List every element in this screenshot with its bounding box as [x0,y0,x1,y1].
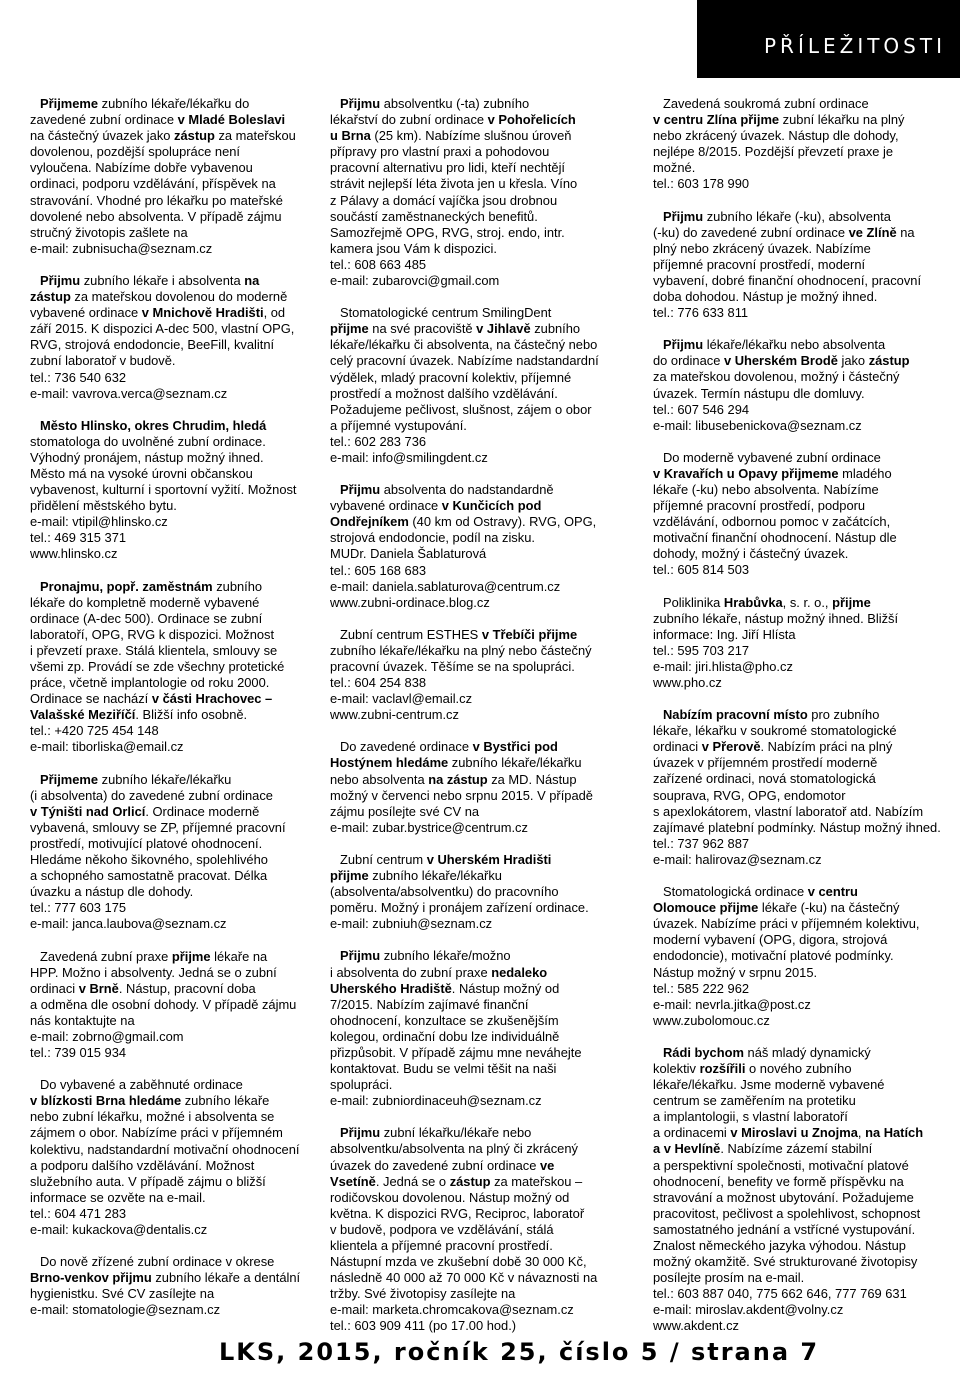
ad-line: posílejte prosím na e-mail. [653,1270,805,1286]
ad-line: rodičovskou dovolenou. Nástup možný od [330,1189,570,1205]
ad-line: moderní vybavení (OPG, digora, strojová [653,932,888,948]
ad-line: tel.: 604 254 838 [330,675,427,691]
classified-ad [330,948,625,1109]
ad-line: a schopného samostatně pracovat. Délka [30,868,268,884]
ad-line: lékaře/lékařku či absolventa, na částečný nebo [330,337,598,353]
ad-line: ordinaci v Přerově. Nabízím práci na plný [653,739,893,755]
ad-line: kolegou, ordinační dobu lze individuálně [330,1028,560,1044]
ad-line: tel.: 777 603 175 [30,900,127,916]
ad-line: Uherského Hradiště. Nástup možný od [330,980,560,996]
ad-line: lékaře, lékařku v soukromé stomatologické [653,723,897,739]
ad-line: www.zubni-centrum.cz [330,707,459,723]
ad-line: i převzetí praxe. Stálá klientela, smlouvy se [30,642,278,658]
page-footer: LKS, 2015, ročník 25, číslo 5 / strana 7 [219,1338,820,1366]
ad-line: přidělení městského bytu. [30,498,177,514]
ad-line: příjemné pracovní prostředí, moderní [653,256,866,272]
ad-line: (i absolventa) do zavedené zubní ordinace [30,787,273,803]
ad-line: Ordinace se nachází v části Hrachovec – [30,691,273,707]
ad-line: a ordinacemi v Miroslavi u Znojma, na Hatích [653,1125,924,1141]
ad-line: tel.: 605 168 683 [330,562,427,578]
ad-line: tel.: 607 546 294 [653,401,750,417]
ad-line: stručný životopis zašlete na [30,224,188,240]
ad-line: Požadujeme pečlivost, slušnost, zájem o obor [330,401,592,417]
ad-line: ohodnocení, benefity ve formě příspěvku na [653,1173,904,1189]
ad-line: Výhodný pronájem, nástup možný ihned. [30,449,264,465]
classified-ad [30,772,325,933]
ad-line: nebo absolventa na zástup za MD. Nástup [330,771,577,787]
ad-line: Přijmu absolventa do nadstandardně [340,482,554,498]
ad-line: lékařství do zubní ordinace v Pohořelicích [330,112,576,128]
classified-ad [30,96,325,257]
ad-line: strojová endodoncie, podíl na zisku. [330,530,535,546]
ad-line: Stomatologické centrum SmilingDent [340,305,552,321]
ad-line: ohodnocení, konzultace se zkušenějším [330,1012,559,1028]
ad-line: www.hlinsko.cz [30,546,118,562]
ad-line: spolupráci. [330,1077,393,1093]
ad-line: www.zubolomouc.cz [653,1012,770,1028]
ad-line: tel.: 605 814 503 [653,562,750,578]
ad-line: zubní laboratoř v budově. [30,353,176,369]
ad-line: a odměna dle osobní dohody. V případě zájmu [30,996,297,1012]
ad-line: zájmu posílejte své CV na [330,803,480,819]
ad-line: tel.: 776 633 811 [653,305,749,321]
ad-line: s apexlokátorem, vlastní laboratoř atd. Nabízím [653,803,924,819]
classified-ad [330,96,625,289]
ad-line: e-mail: info@smilingdent.cz [330,449,488,465]
ad-line: klientela a příjemné pracovní prostředí. [330,1238,553,1253]
ad-line: samostatného jednání a vstřícné vystupování. [653,1221,916,1237]
ad-line: zástup za mateřskou dovolenou do moderně [30,289,288,305]
ad-line: Rádi bychom náš mladý dynamický [663,1044,871,1060]
ad-line: zavedené zubní ordinace v Mladé Boleslavi [30,112,286,128]
classified-ad [30,949,325,1062]
ad-line: Nástupní mzda ve zkušební době 30 000 Kč, [330,1254,587,1270]
ad-line: příjemné pracovní prostředí, podporu [653,498,866,514]
ad-line: souprava, RVG, OPG, endomotor [653,787,846,803]
ad-line: e-mail: marketa.chromcakova@seznam.cz [330,1302,574,1318]
ad-line: e-mail: zubar.bystrice@centrum.cz [330,819,528,835]
ad-line: (-ku) do zavedené zubní ordinace ve Zlíně na [653,224,915,240]
ad-line: e-mail: kukackova@dentalis.cz [30,1222,208,1237]
ad-line: vybavení, dobré finanční ohodnocení, pracovní [653,272,922,288]
ad-line: úvazek do zavedené zubní ordinace ve [330,1157,555,1173]
ad-line: e-mail: vaclavl@email.cz [330,691,473,707]
ad-line: vyloučena. Nabízíme dobře vybavenou [30,160,253,176]
ad-line: informace se ozvěte na e-mail. [30,1189,206,1205]
ad-line: výdělek, mladý pracovní kolektiv, příjemné [330,369,572,385]
ad-line: Olomouce přijme lékaře (-ku) na částečný [653,900,900,916]
ad-line: dovolenou, pozdější spolupráce není [30,144,240,160]
ad-line: e-mail: janca.laubova@seznam.cz [30,916,227,932]
section-header [697,0,960,78]
classified-ad [653,209,953,322]
classified-ad [30,1254,325,1318]
ad-line: Do moderně vybavené zubní ordinace [663,449,881,465]
ad-line: možné. [653,160,696,176]
ad-line: dovolené nebo absolventa. V případě zájmu [30,208,282,224]
ad-line: e-mail: halirovaz@seznam.cz [653,851,822,867]
ad-line: www.zubni-ordinace.blog.cz [330,594,490,610]
ad-line: tel.: 602 283 736 [330,433,427,449]
ad-line: následně 40 000 až 70 000 Kč v návaznosti na [330,1270,598,1286]
ad-line: Brno-venkov přijmu zubního lékaře a dentální [30,1270,301,1286]
ad-line: přijme na své pracoviště v Jihlavě zubního [330,321,581,337]
ad-line: MUDr. Daniela Šablaturová [330,546,487,562]
ad-line: Do zavedené ordinace v Bystřici pod [340,739,558,755]
section-title: PŘÍLEŽITOSTI [763,34,946,58]
classified-ad [653,96,953,193]
ad-line: Valašské Meziříčí. Bližší info osobně. [30,707,248,723]
ad-line: hygienistku. Své CV zasílejte na [30,1286,215,1302]
ad-line: v Týništi nad Orlicí. Ordinace moderně [30,803,260,819]
ad-line: pracovitost, pečlivost a spolehlivost, schopnost [653,1205,921,1221]
ad-line: Přijmeme zubního lékaře/lékařku do [40,96,250,111]
ad-line: tel.: +420 725 454 148 [30,723,159,739]
ad-line: možný v červenci nebo srpnu 2015. V případě [330,787,593,803]
ad-line: a podporu dalšího vzdělávání. Možnost [30,1157,255,1173]
ad-line: e-mail: zubarovci@gmail.com [330,273,500,289]
classified-ad [653,450,953,579]
ad-line: e-mail: nevrla.jitka@post.cz [653,996,811,1012]
ad-line: a v Hevlíně. Nabízíme zázemí stabilní [653,1141,873,1157]
ad-line: Přijmu zubního lékaře/možno [340,948,511,964]
ad-line: 7/2015. Nabízím zajímavé finanční [330,996,529,1012]
ad-line: Přijmeme zubního lékaře/lékařku [40,771,232,787]
ad-line: centrum se zaměřením na protetiku [653,1093,856,1109]
ad-line: Nástup možný v srpnu 2015. [653,964,818,980]
ad-line: zubního lékaře/lékařku na plný nebo částečný [330,642,592,658]
ad-line: Nabízím pracovní místo pro zubního [663,707,880,723]
ad-line: května. K dispozici RVG, Reciproc, laboratoř [330,1205,585,1221]
ad-line: e-mail: zubnisucha@seznam.cz [30,240,213,256]
classified-ad [653,707,953,868]
ad-line: absolventku/absolventa na plný či zkrácený [330,1141,578,1157]
ad-line: prostředí a možnost dalšího vzdělávání. [330,385,558,401]
ad-line: Přijmu zubního lékaře (-ku), absolventa [663,208,891,224]
ad-line: tel.: 608 663 485 [330,256,427,272]
ad-line: září 2015. K dispozici A-dec 500, vlastní OPG, [30,321,295,337]
ad-line: na částečný úvazek jako zástup za mateřskou [30,128,296,144]
ad-line: motivační finanční ohodnocení. Nástup dle [653,530,897,546]
ad-line: pracovní alternativu pro lidi, kteří nechtějí [330,160,566,176]
ad-line: úvazek. Nabízíme práci v příjemném kolektivu, [653,916,920,932]
classified-ad [653,1045,953,1335]
ad-line: HPP. Možno i absolventy. Jedná se o zubní [30,964,277,980]
ad-line: Zubní centrum v Uherském Hradišti [340,851,552,867]
ad-line: práce, včetně implantologie od roku 2000. [30,675,270,691]
ad-line: úvazek. Termín nástupu dle domluvy. [653,385,865,401]
classified-ad [330,482,625,611]
ad-line: RVG, strojová endodoncie, BeeFill, kvalitní [30,337,275,353]
ad-line: zubního lékaře, nástup možný ihned. Bližší [653,610,899,626]
ad-line: Zavedená zubní praxe přijme lékaře na [40,948,268,964]
ad-line: lékaře do kompletně moderně vybavené [30,594,260,610]
ad-line: Do nově zřízené zubní ordinace v okrese [40,1254,275,1270]
ad-line: součástí zaměstnaneckých benefitů. [330,208,538,224]
ad-line: tel.: 603 178 990 [653,176,750,192]
ad-line: Znalost německého jazyka výhodou. Nástup [653,1238,906,1253]
ad-line: e-mail: zobrno@gmail.com [30,1028,184,1044]
ad-line: Přijmu lékaře/lékařku nebo absolventa [663,337,886,353]
classified-ad [653,595,953,692]
ad-line: prostředí, motivující platové ohodnocení. [30,835,263,851]
column-3 [653,96,953,1351]
ad-line: v budově, podpora ve vzdělávání, stálá [330,1221,554,1237]
classified-ad [330,1125,625,1334]
ad-line: nebo zkrácený úvazek. Nástup dle dohody, [653,128,899,144]
ad-line: e-mail: zubniuh@seznam.cz [330,916,493,932]
ad-line: Poliklinika Hrabůvka, s. r. o., přijme [663,594,871,610]
ad-line: www.pho.cz [653,675,722,690]
ad-line: Přijmu zubní lékařku/lékaře nebo [340,1125,532,1141]
ad-line: tel.: 604 471 283 [30,1205,127,1221]
ad-line: Zubní centrum ESTHES v Třebíči přijme [340,626,578,642]
ad-line: stomatologa do uvolněné zubní ordinace. [30,433,266,449]
ad-line: nás kontaktujte na [30,1012,135,1028]
ad-line: do ordinace v Uherském Brodě jako zástup [653,353,910,369]
ad-line: Hostýnem hledáme zubního lékaře/lékařku [330,755,582,771]
ad-line: vybavená, smlouvy se ZP, příjemné pracovní [30,819,286,835]
column-1 [30,96,325,1334]
ad-line: e-mail: daniela.sablaturova@centrum.cz [330,578,561,594]
ad-line: všemi zp. Provádí se zde všechny protetické [30,659,285,674]
ad-line: a příjemné vystupování. [330,417,467,433]
ad-line: dohody, možný i částečný úvazek. [653,546,849,562]
ad-line: tel.: 603 887 040, 775 662 646, 777 769 631 [653,1286,907,1302]
classified-ad [653,337,953,434]
classified-ad [30,418,325,563]
ad-line: kolektivu, nadstandardní motivační ohodnocení [30,1141,300,1157]
ad-line: z Pálavy a domácí vajíčka jsou drobnou [330,192,558,208]
ad-line: tel.: 585 222 962 [653,980,750,996]
ad-line: tel.: 739 015 934 [30,1045,127,1061]
ad-line: v Kravařích u Opavy přijmeme mladého [653,465,892,481]
ad-line: e-mail: tiborliska@email.cz [30,739,184,755]
ad-line: v centru Zlína přijme zubní lékařku na plný [653,112,905,128]
ad-line: (absolventa/absolventku) do pracovního [330,884,559,900]
ad-line: zařízené ordinaci, nová stomatologická [653,771,876,787]
ad-line: tržby. Své životopisy zasílejte na [330,1286,516,1302]
ad-line: zajímavé platební podmínky. Nástup možný ihned. [653,819,941,835]
classified-ad [330,305,625,466]
ad-line: za mateřskou dovolenou, možný i částečný [653,369,900,385]
ad-line: e-mail: jiri.hlista@pho.cz [653,658,793,674]
classified-ad [330,852,625,932]
ad-line: tel.: 595 703 217 [653,642,750,658]
ad-line: vzdělávání, odbornou pomoc v začátcích, [653,514,891,530]
ad-line: kontaktovat. Budu se velmi těšit na naši [330,1061,557,1077]
ad-line: Vsetíně. Jedná se o zástup za mateřskou – [330,1173,583,1189]
ad-line: stravování. Vhodné pro lékařku po mateřské [30,192,283,208]
ad-line: ordinace (A-dec 500). Ordinace se zubní [30,610,263,626]
classified-ad [653,884,953,1029]
ad-line: Město Hlinsko, okres Chrudim, hledá [40,417,267,433]
ad-line: Zavedená soukromá zubní ordinace [663,96,869,111]
ad-line: e-mail: miroslav.akdent@volny.cz [653,1302,844,1318]
ad-line: ordinaci, podporu vzdělávání, příspěvek na [30,176,276,192]
ad-line: Město má na vysoké úrovni občanskou [30,465,253,481]
classified-ad [330,627,625,724]
ad-line: strávit nejlepší léta života jen u křesla. Víno [330,176,578,192]
ad-line: e-mail: vavrova.verca@seznam.cz [30,385,228,401]
ad-line: možný okamžitě. Své strukturované životopisy [653,1254,918,1270]
ad-line: úvazku a nástup dle dohody. [30,884,194,900]
ad-line: u Brna (25 km). Nabízíme slušnou úroveň [330,128,572,144]
ad-line: vybavené ordinace v Mnichově Hradišti, od [30,305,286,321]
ad-line: a perspektivní společnosti, motivační platové [653,1157,909,1173]
ad-line: a implantologii, s vlastní laboratoří [653,1109,848,1125]
ad-line: přizpůsobit. V případě zájmu mne neváhejte [330,1044,582,1060]
ad-line: Do vybavené a zaběhnuté ordinace [40,1077,243,1093]
ad-line: e-mail: vtipil@hlinsko.cz [30,514,168,530]
ad-line: celý pracovní úvazek. Nabízíme nadstandardní [330,353,599,369]
ad-line: kolektiv rozšířili o nového zubního [653,1060,852,1076]
ad-line: informace: Ing. Jiří Hlísta [653,626,796,642]
ad-line: doba dohodou. Nástup je možný ihned. [653,289,878,305]
ad-line: přijme zubního lékaře/lékařku [330,868,502,884]
ad-line: Pronajmu, popř. zaměstnám zubního [40,578,263,594]
classified-ad [30,273,325,402]
classified-ad [30,1077,325,1238]
ad-line: lékaře/lékařku. Jsme moderně vybavené [653,1077,885,1093]
ad-line: tel.: 736 540 632 [30,369,127,385]
ad-line: lékaře (-ku) nebo absolventa. Nabízíme [653,481,879,497]
ad-line: služebního auta. V případě zájmu o bližší [30,1173,266,1189]
ad-line: Ondřejníkem (40 km od Ostravy). RVG, OPG, [330,514,597,530]
ad-line: i absolventa do zubní praxe nedaleko [330,964,548,980]
classified-ad [330,739,625,836]
ad-line: e-mail: libusebenickova@seznam.cz [653,417,862,433]
ad-line: e-mail: stomatologie@seznam.cz [30,1302,221,1318]
ad-line: tel.: 603 909 411 (po 17.00 hod.) [330,1318,517,1334]
ad-line: Hledáme někoho šikovného, spolehlivého [30,852,268,868]
ad-line: poměru. Možný i pronájem zařízení ordinace. [330,900,589,916]
ad-line: e-mail: zubniordinaceuh@seznam.cz [330,1093,542,1109]
ad-line: nebo zubní lékařku, možné i absolventa se [30,1109,275,1125]
ad-line: nejlépe 8/2015. Pozdější převzetí praxe je [653,144,894,160]
ad-line: v blízkosti Brna hledáme zubního lékaře [30,1093,270,1109]
ad-line: tel.: 469 315 371 [30,530,127,546]
ad-line: Stomatologická ordinace v centru [663,884,858,900]
ad-line: pracovní úvazek. Těšíme se na spolupráci. [330,659,575,674]
ad-line: vybavené ordinace v Kunčicích pod [330,498,542,514]
ad-line: www.akdent.cz [653,1318,739,1334]
ad-line: stravování a možnost ubytování. Požadujeme [653,1189,914,1205]
ad-line: kamera jsou Vám k dispozici. [330,240,497,256]
classified-ad [30,579,325,756]
ad-line: ordinaci v Brně. Nástup, pracovní doba [30,980,256,996]
column-2 [330,96,625,1351]
ad-line: endodoncie), motivační platové podmínky. [653,948,894,964]
ad-line: Přijmu zubního lékaře i absolventa na [40,272,260,288]
ad-line: laboratoří, OPG, RVG k dispozici. Možnost [30,626,275,642]
ad-line: úvazek v příjemném prostředí moderně [653,755,878,771]
ad-line: plný nebo zkrácený úvazek. Nabízíme [653,240,871,256]
ad-line: Samozřejmě OPG, RVG, stroj. endo, intr. [330,224,565,240]
ad-line: přípravy pro vlastní praxi a pohodovou [330,144,550,160]
ad-line: vybavenost, kulturní i sportovní vyžití. Možnost [30,482,297,498]
ad-line: tel.: 737 962 887 [653,835,750,851]
ad-line: Přijmu absolventku (-ta) zubního [340,96,530,111]
ad-line: zájmem o obor. Nabízíme práci v příjemném [30,1125,283,1141]
